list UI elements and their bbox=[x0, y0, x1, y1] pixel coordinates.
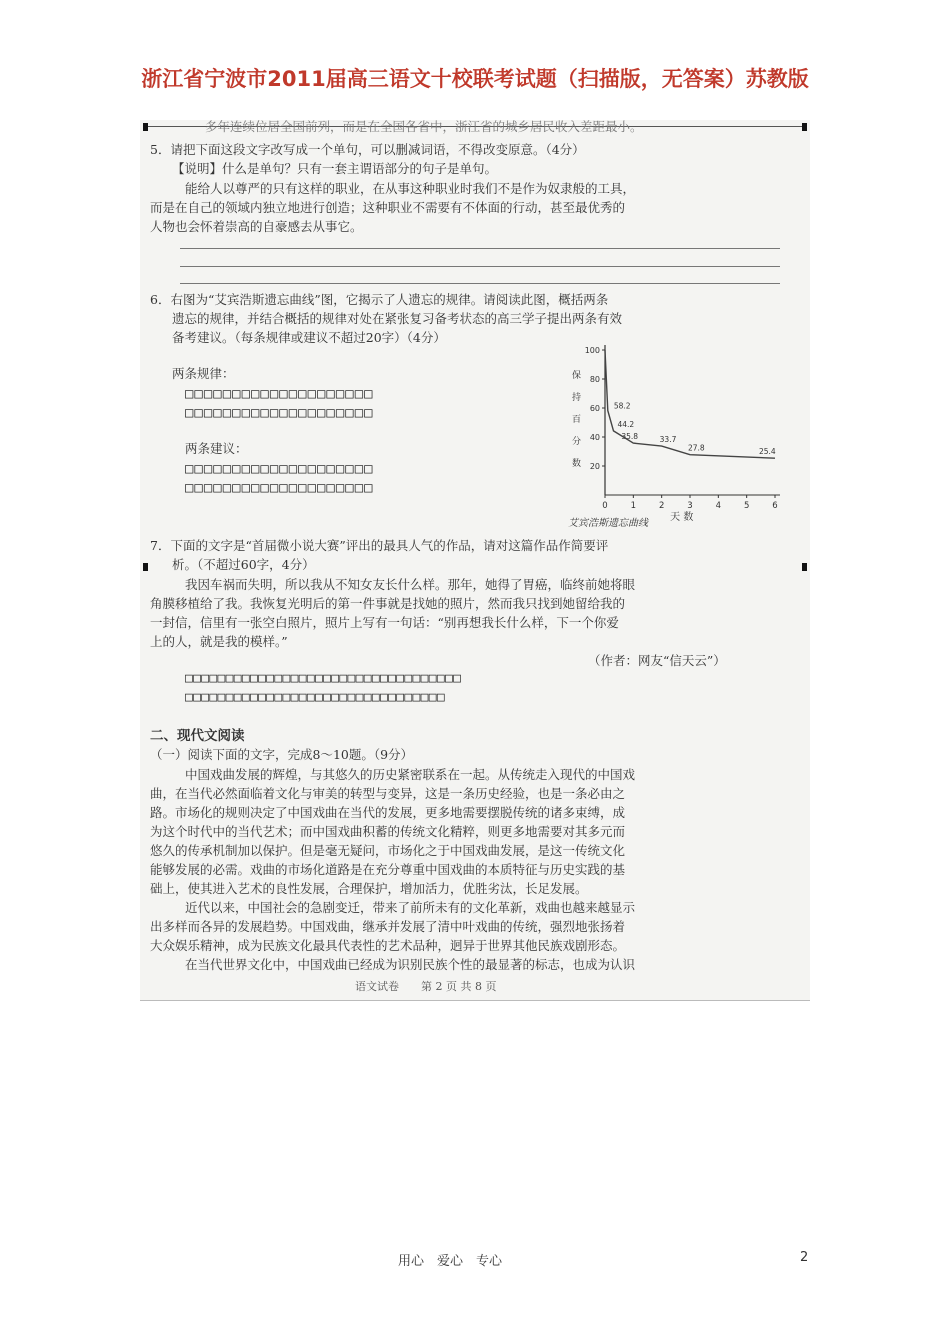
chart-data-label: 58.2 bbox=[613, 401, 631, 411]
passage-line: 为这个时代中的当代艺术；而中国戏曲积蓄的传统文化精粹，则更多地需要对其多元而 bbox=[150, 824, 626, 839]
answer-box-row: □□□□□□□□□□□□□□□□□□□□□□□□□□□□□□□□ bbox=[185, 690, 446, 705]
passage-line: 出多样而各异的发展趋势。中国戏曲，继承并发展了清中叶戏曲的传统，强烈地张扬着 bbox=[150, 919, 626, 934]
chart-x-tick-label: 0 bbox=[602, 501, 608, 511]
question-6-prompt: 遗忘的规律，并结合概括的规律对处在紧张复习备考状态的高三学子提出两条有效 bbox=[172, 311, 623, 326]
question-7-prompt: 7．下面的文字是“首届微小说大赛”评出的最具人气的作品，请对这篇作品作简要评 bbox=[150, 538, 609, 553]
chart-y-tick-label: 20 bbox=[589, 462, 600, 471]
section-subheading: （一）阅读下面的文字，完成8～10题。（9分） bbox=[150, 747, 414, 762]
chart-x-tick-label: 5 bbox=[743, 501, 750, 511]
scan-corner-mark bbox=[143, 123, 148, 131]
question-6-prompt: 6．右图为“艾宾浩斯遗忘曲线”图，它揭示了人遗忘的规律。请阅读此图，概括两条 bbox=[150, 292, 609, 307]
question-5-note: 【说明】什么是单句？只有一套主谓语部分的句子是单句。 bbox=[172, 161, 498, 176]
question-5-prompt: 5．请把下面这段文字改写成一个单句，可以删减词语，不得改变原意。（4分） bbox=[150, 142, 585, 157]
chart-data-label: 35.8 bbox=[621, 432, 639, 442]
story-author: （作者：网友“信天云”） bbox=[588, 653, 726, 668]
question-5-passage: 能给人以尊严的只有这样的职业，在从事这种职业时我们不是作为奴隶般的工具， bbox=[185, 181, 636, 196]
answer-line bbox=[180, 248, 780, 249]
section-heading: 二、现代文阅读 bbox=[150, 728, 245, 744]
chart-y-axis-label: 保持百分数 bbox=[572, 371, 582, 469]
chart-caption: 艾宾浩斯遗忘曲线 bbox=[568, 518, 648, 529]
footer-motto: 用心 爱心 专心 bbox=[398, 1254, 503, 1269]
chart-x-axis-label: 天 数 bbox=[670, 512, 694, 523]
answer-box-row: □□□□□□□□□□□□□□□□□□□□ bbox=[185, 480, 374, 496]
forgetting-curve-chart bbox=[560, 340, 790, 530]
chart-y-tick-label: 60 bbox=[589, 404, 600, 413]
chart-x-tick-label: 6 bbox=[772, 501, 778, 511]
advice-label: 两条建议： bbox=[185, 441, 248, 456]
chart-data-label: 44.2 bbox=[617, 419, 635, 429]
passage-line: 中国戏曲发展的辉煌，与其悠久的历史紧密联系在一起。从传统走入现代的中国戏 bbox=[185, 767, 636, 782]
story-text: 上的人，就是我的模样。” bbox=[150, 634, 288, 649]
passage-line: 能够发展的必需。戏曲的市场化道路是在充分尊重中国戏曲的本质特征与历史实践的基 bbox=[150, 862, 626, 877]
chart-x-tick-label: 4 bbox=[715, 501, 722, 511]
scan-page-footer: 语文试卷 第 2 页 共 8 页 bbox=[355, 980, 497, 993]
chart-data-label: 27.8 bbox=[688, 443, 705, 453]
chart-x-tick-label: 2 bbox=[658, 501, 665, 511]
answer-box-row: □□□□□□□□□□□□□□□□□□□□ bbox=[185, 386, 374, 402]
story-text: 一封信，信里有一张空白照片，照片上写有一句话：“别再想我长什么样，下一个你爱 bbox=[150, 615, 619, 630]
passage-line: 悠久的传承机制加以保护。但是毫无疑问，市场化之于中国戏曲发展，是这一传统文化 bbox=[150, 843, 626, 858]
scan-corner-mark bbox=[802, 123, 807, 131]
passage-line: 础上，使其进入艺术的良性发展，合理保护，增加活力，优胜劣汰，长足发展。 bbox=[150, 881, 588, 896]
chart-x-tick-label: 1 bbox=[630, 501, 637, 511]
question-5-passage: 而是在自己的领域内独立地进行创造；这种职业不需要有不体面的行动，甚至最优秀的 bbox=[150, 200, 626, 215]
question-6-prompt: 备考建议。（每条规律或建议不超过20字）（4分） bbox=[172, 330, 446, 345]
page-number: 2 bbox=[800, 1250, 809, 1265]
answer-box-row: □□□□□□□□□□□□□□□□□□□□□□□□□□□□□□□□□□ bbox=[185, 671, 462, 686]
answer-line bbox=[180, 266, 780, 267]
passage-line: 近代以来，中国社会的急剧变迁，带来了前所未有的文化革新，戏曲也越来越显示 bbox=[185, 900, 636, 915]
chart-point-labels bbox=[614, 402, 776, 457]
chart-x-tick-label: 3 bbox=[687, 501, 693, 511]
chart-data-label: 33.7 bbox=[659, 435, 677, 445]
question-5-passage: 人物也会怀着崇高的自豪感去从事它。 bbox=[150, 219, 363, 234]
rules-label: 两条规律： bbox=[172, 366, 235, 381]
scan-bottom-border bbox=[140, 1000, 810, 1001]
scan-corner-mark bbox=[143, 563, 148, 571]
chart-data-label: 25.4 bbox=[759, 447, 776, 457]
cut-off-text-line: 多年连续位居全国前列，而是在全国各省中，浙江省的城乡居民收入差距最小。 bbox=[205, 119, 643, 134]
chart-y-tick-label: 80 bbox=[589, 375, 600, 384]
scan-corner-mark bbox=[802, 563, 807, 571]
chart-y-tick-label: 40 bbox=[589, 433, 600, 442]
story-text: 我因车祸而失明，所以我从不知女友长什么样。那年，她得了胃癌，临终前她将眼 bbox=[185, 577, 636, 592]
passage-line: 在当代世界文化中，中国戏曲已经成为识别民族个性的最显著的标志，也成为认识 bbox=[185, 957, 636, 972]
passage-line: 路。市场化的规则决定了中国戏曲在当代的发展，更多地需要摆脱传统的诸多束缚，成 bbox=[150, 805, 626, 820]
chart-y-tick-label: 100 bbox=[584, 346, 600, 355]
question-7-prompt: 析。（不超过60字，4分） bbox=[172, 557, 315, 572]
story-text: 角膜移植给了我。我恢复光明后的第一件事就是找她的照片，然而我只找到她留给我的 bbox=[150, 596, 626, 611]
answer-box-row: □□□□□□□□□□□□□□□□□□□□ bbox=[185, 405, 374, 421]
answer-box-row: □□□□□□□□□□□□□□□□□□□□ bbox=[185, 461, 374, 477]
chart-ticks bbox=[585, 346, 778, 511]
passage-line: 曲，在当代必然面临着文化与审美的转型与变异，这是一条历史经验，也是一条必由之 bbox=[150, 786, 626, 801]
passage-line: 大众娱乐精神，成为民族文化最具代表性的艺术品种，迥异于世界其他民族戏剧形态。 bbox=[150, 938, 626, 953]
document-title: 浙江省宁波市2011届高三语文十校联考试题（扫描版，无答案）苏教版 bbox=[141, 67, 809, 91]
answer-line bbox=[180, 283, 780, 284]
